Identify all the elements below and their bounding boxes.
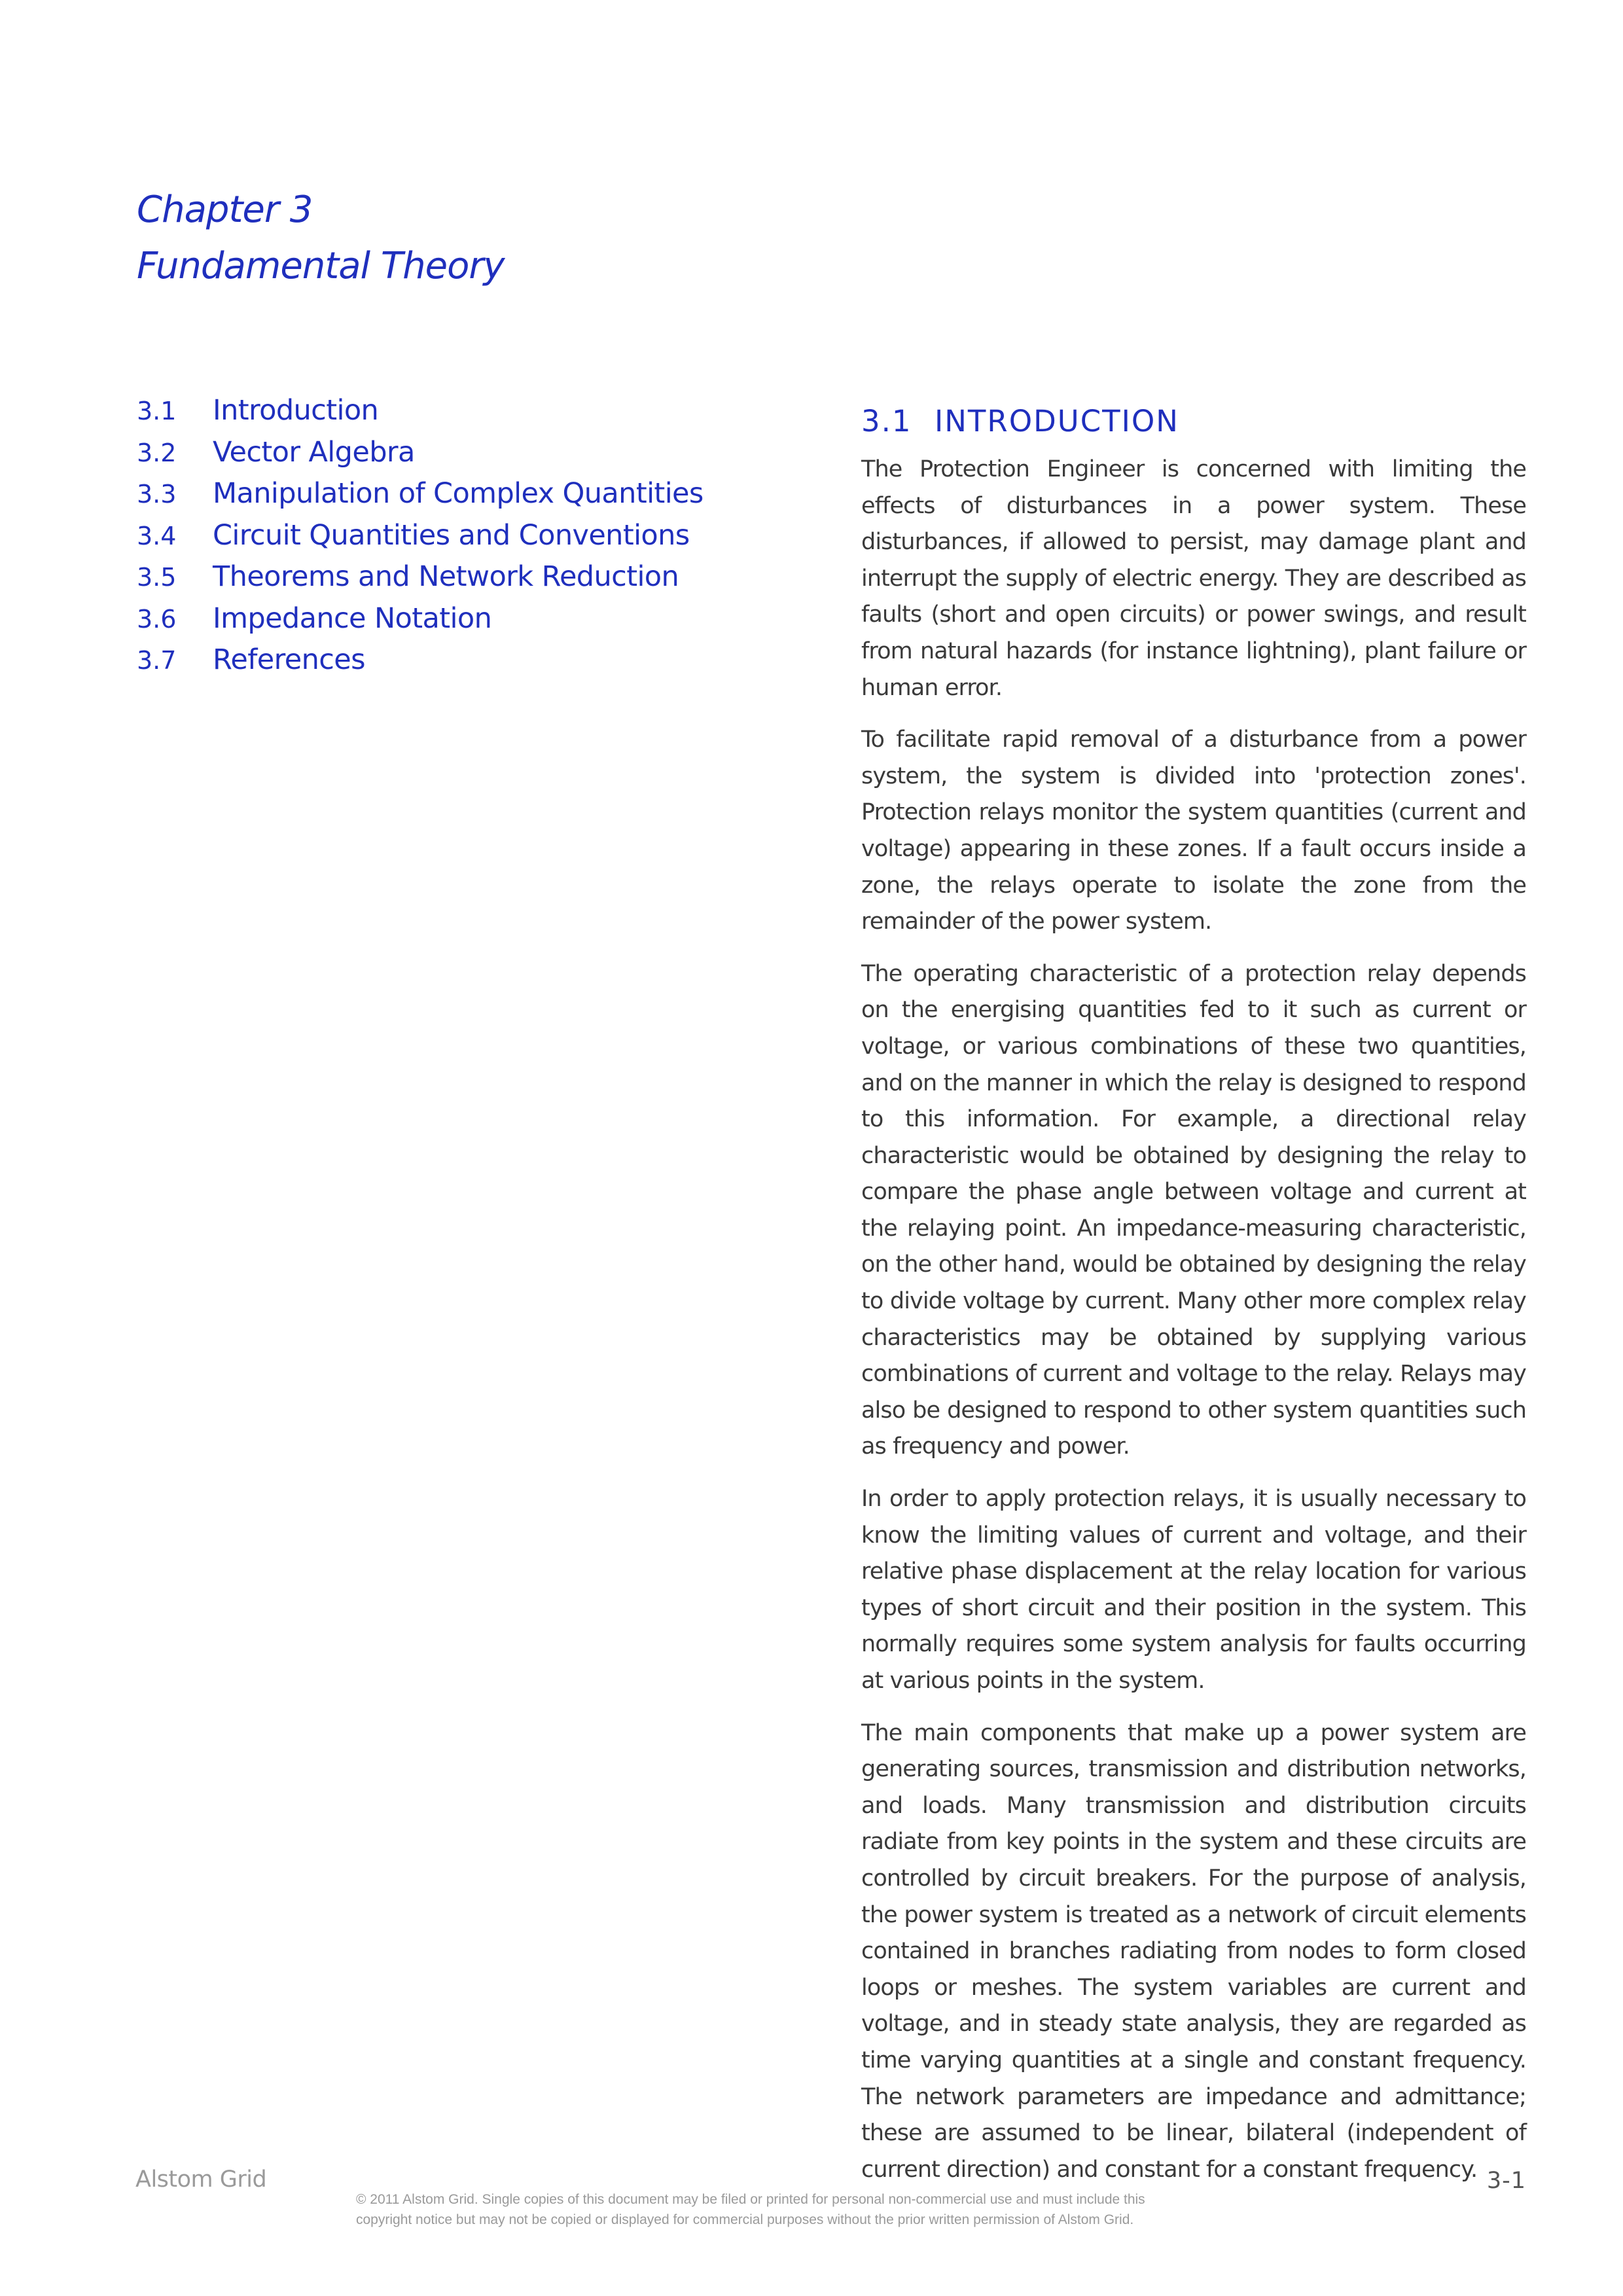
toc-label: Theorems and Network Reduction <box>213 560 679 593</box>
toc-label: Impedance Notation <box>213 601 492 635</box>
body-text <box>861 452 1526 2204</box>
chapter-number: Chapter 3 <box>137 188 313 231</box>
toc-item-introduction[interactable] <box>137 390 704 432</box>
toc-item-vector-algebra[interactable] <box>137 432 704 474</box>
toc-number: 3.2 <box>137 438 177 467</box>
toc-number: 3.6 <box>137 604 177 634</box>
copyright-line: © 2011 Alstom Grid. Single copies of this document may be filed or printed for personal non-commercial use and must include this <box>356 2192 1145 2207</box>
paragraph: The main components that make up a power system are generating sources, transmission and distribution networks, and loads. Many transmission and distribution circuits radiate from key points in the system and these circuits are controlled by circuit breakers. For the purpose of analysis, the power system is treated as a network of circuit elements contained in branches radiating from nodes to form closed loops or meshes. The system variables are current and voltage, and in steady state analysis, they are regarded as time varying quantities at a single and constant frequency. The network parameters are impedance and admittance; these are assumed to be linear, bilateral (independent of current direction) and constant for a constant frequency. <box>861 1719 1526 2183</box>
toc-item-complex-quantities[interactable] <box>137 473 704 515</box>
chapter-name: Fundamental Theory <box>137 245 505 287</box>
paragraph: The operating characteristic of a protection relay depends on the energising quantities fed to it such as current or voltage, or various combinations of these two quantities, and on the manner in which the relay is designed to respond to this information. For example, a directional relay characteristic would be obtained by designing the relay to compare the phase angle between voltage and current at the relaying point. An impedance-measuring characteristic, on the other hand, would be obtained by designing the relay to divide voltage by current. Many other more complex relay characteristics may be obtained by supplying various combinations of current and voltage to the relay. Relays may also be designed to respond to other system quantities such as frequency and power. <box>861 960 1526 1460</box>
copyright-line: copyright notice but may not be copied or displayed for commercial purposes without the prior written permission of Alstom Grid. <box>356 2212 1134 2227</box>
toc-label: Manipulation of Complex Quantities <box>213 477 704 510</box>
chapter-title <box>137 182 505 295</box>
toc-number: 3.5 <box>137 563 177 592</box>
toc-item-impedance-notation[interactable] <box>137 598 704 640</box>
toc-item-references[interactable] <box>137 639 704 681</box>
toc-label: References <box>213 643 365 676</box>
section-title: INTRODUCTION <box>935 404 1179 439</box>
table-of-contents <box>137 390 704 681</box>
section-number: 3.1 <box>861 404 912 439</box>
toc-label: Vector Algebra <box>213 435 415 469</box>
footer-copyright <box>356 2189 1338 2230</box>
page-number: 3-1 <box>1486 2168 1526 2194</box>
paragraph: The Protection Engineer is concerned with limiting the effects of disturbances in a power system. These disturbances, if allowed to persist, may damage plant and interrupt the supply of electric energy. They are described as faults (short and open circuits) or power swings, and result from natural hazards (for instance lightning), plant failure or human error. <box>861 456 1526 701</box>
toc-label: Circuit Quantities and Conventions <box>213 518 690 552</box>
toc-item-theorems[interactable] <box>137 556 704 598</box>
toc-number: 3.1 <box>137 397 177 425</box>
paragraph: In order to apply protection relays, it is usually necessary to know the limiting values of current and voltage, and their relative phase displacement at the relay location for various types of short circuit and their position in the system. This normally requires some system analysis for faults occurring at various points in the system. <box>861 1486 1526 1694</box>
toc-number: 3.7 <box>137 646 177 675</box>
section-heading <box>861 401 1179 442</box>
footer-company: Alstom Grid <box>135 2166 267 2193</box>
paragraph: To facilitate rapid removal of a disturbance from a power system, the system is divided into 'protection zones'. Protection relays monitor the system quantities (current and voltage) appearing in these zones. If a fault occurs inside a zone, the relays operate to isolate the zone from the remainder of the power system. <box>861 726 1526 935</box>
toc-item-circuit-quantities[interactable] <box>137 515 704 557</box>
toc-number: 3.4 <box>137 521 177 550</box>
toc-label: Introduction <box>213 394 379 427</box>
toc-number: 3.3 <box>137 480 177 509</box>
